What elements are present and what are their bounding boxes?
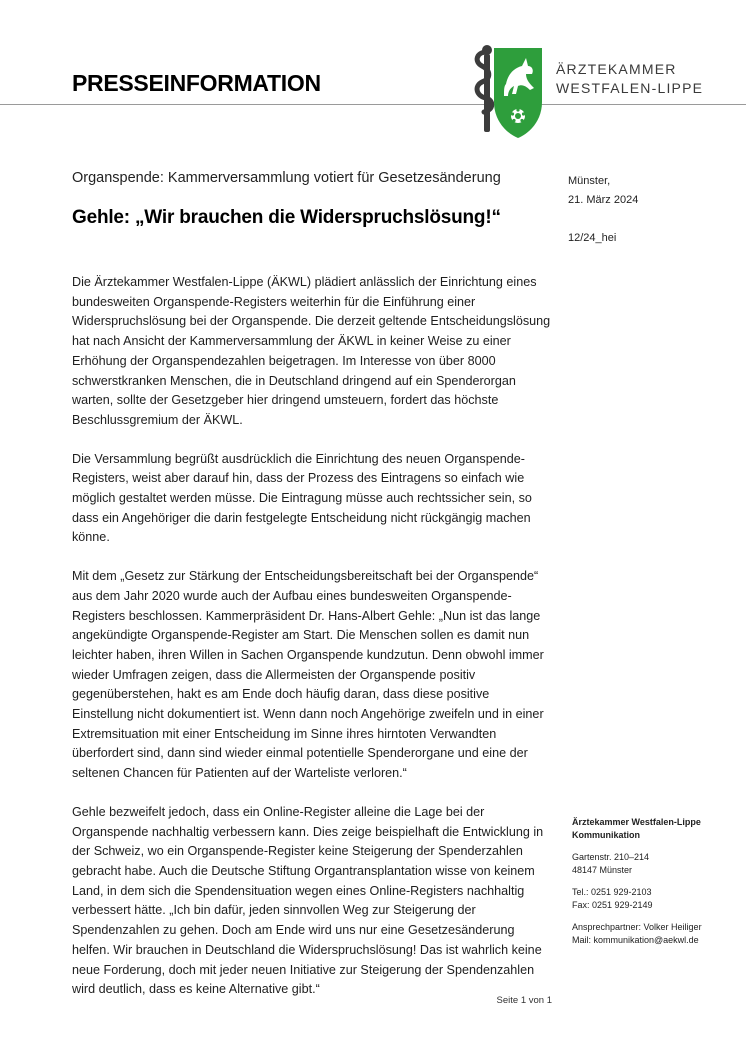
- contact-mail[interactable]: Mail: kommunikation@aekwl.de: [572, 934, 699, 945]
- page-title: PRESSEINFORMATION: [72, 70, 321, 96]
- meta-block: [568, 172, 638, 248]
- header-divider: [0, 104, 746, 105]
- contact-person: Ansprechpartner: Volker Heiliger: [572, 922, 702, 932]
- contact-org: Ärztekammer Westfalen-Lippe: [572, 817, 701, 827]
- org-name-line1: ÄRZTEKAMMER: [556, 61, 677, 77]
- meta-date: 21. März 2024: [568, 194, 639, 206]
- contact-block: [572, 816, 732, 956]
- meta-place: Münster,: [568, 175, 611, 187]
- contact-fax: Fax: 0251 929-2149: [572, 899, 653, 910]
- topline: Organspende: Kammerversammlung votiert für Gesetzesänderung: [72, 170, 501, 186]
- org-name-line2: WESTFALEN-LIPPE: [556, 80, 704, 96]
- contact-street: Gartenstr. 210–214: [572, 852, 650, 862]
- paragraph: Mit dem „Gesetz zur Stärkung der Entscheidungsbereitschaft bei der Organspende“ aus dem Jahr 2020 wurde auch der Aufbau eines bundesweiten Organspende-Registers beschlossen. Kammerpräsident Dr. Hans-Albert Gehle: „Nun ist das lange angekündigte Organspende-Register am Start. Die Menschen sollen es damit nun leichter haben, ihren Willen in Sachen Organspende kundzutun. Denn obwohl immer wieder Umfragen zeigen, dass die Allermeisten der Organspende positiv gegenüberstehen, hakt es am Ende doch häufig daran, dass diese positive Einstellung nicht dokumentiert ist. Wenn dann noch Angehörige zweifeln und in einer Extremsituation mit einer Entscheidung im Sinne ihres hirntoten Verwandten überfordert sind, dann sind wieder einmal potentielle Spenderorgane und eine der seltenen Chancen für Patienten auf der Warteliste verloren.“: [72, 569, 544, 781]
- meta-reference: 12/24_hei: [568, 232, 617, 244]
- contact-city: 48147 Münster: [572, 864, 633, 875]
- page-number: Seite 1 von 1: [496, 995, 552, 1006]
- contact-dept: Kommunikation: [572, 829, 641, 840]
- paragraph: Gehle bezweifelt jedoch, dass ein Online-Register alleine die Lage bei der Organspende nachhaltig verbessern kann. Dies zeige beispielhaft die Entwicklung in der Schweiz, wo ein Organspende-Register keine Steigerung der Spenderzahlen gebracht habe. Auch die Deutsche Stiftung Organtransplantation wisse von keinem Land, in dem sich die Spendensituation wegen eines Online-Registers nachhaltig verbessert hätte. „Ich bin dafür, jeden sinnvollen Weg zur Steigerung der Spendenzahlen zu gehen. Doch am Ende wird uns nur eine Gesetzesänderung helfen. Wir brauchen in Deutschland die Widerspruchslösung! Das ist wahrlich keine neue Forderung, doch mit jeder neuen Initiative zur Steigerung der Spendenzahlen wird deutlich, dass es keine Alternative gibt.“: [72, 804, 544, 997]
- article-body: [72, 273, 554, 1019]
- headline: Gehle: „Wir brauchen die Widerspruchslösung!“: [72, 207, 501, 228]
- paragraph: Die Ärztekammer Westfalen-Lippe (ÄKWL) plädiert anlässlich der Einrichtung eines bundesweiten Organspende-Registers weiterhin für die Einführung einer Widerspruchslösung bei der Organspende. Die derzeit geltende Entscheidungslösung hat nach Ansicht der Kammerversammlung der ÄKWL in keiner Weise zu einer Erhöhung der Organspendezahlen beigetragen. Im Interesse von über 8000 schwerstkranken Menschen, die in Deutschland dringend auf ein Spenderorgan warten, sollte der Gesetzgeber hier dringend umsteuern, fordert das höchste Beschlussgremium der ÄKWL.: [72, 275, 551, 427]
- paragraph: Die Versammlung begrüßt ausdrücklich die Einrichtung des neuen Organspende-Registers, weist aber darauf hin, dass der Prozess des Eintragens so einfach wie möglich gestaltet werden müsse. Die Eintragung müsse auch rechtssicher sein, so dass ein Angehöriger die darin festgelegte Entscheidung nicht rückgängig machen könne.: [72, 451, 532, 545]
- organisation-name: [556, 60, 703, 98]
- contact-tel: Tel.: 0251 929-2103: [572, 887, 652, 897]
- aekwl-shield-logo-icon: [470, 44, 546, 140]
